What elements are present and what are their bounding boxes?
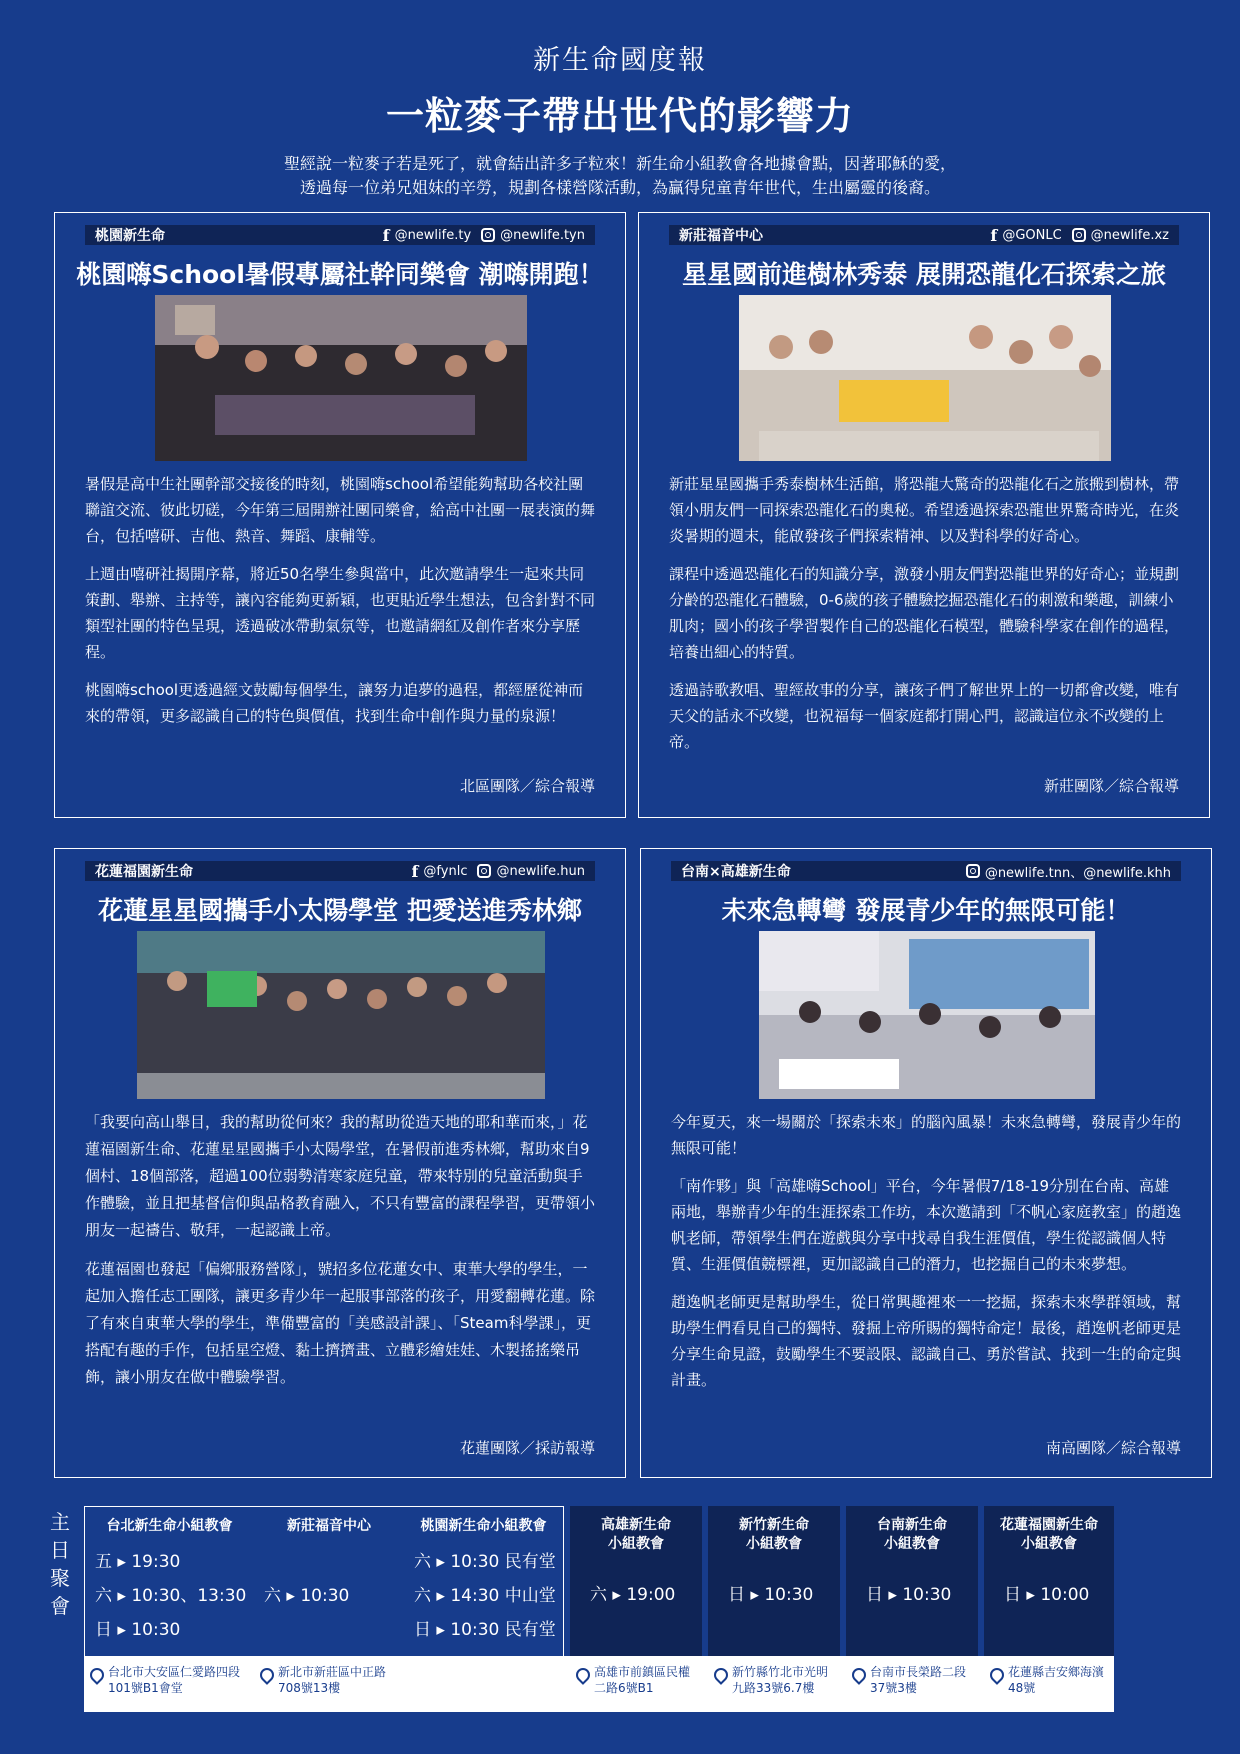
paragraph: 「南作夥」與「高雄嗨School」平台，今年暑假7/18-19分別在台南、高雄兩地，舉辦青少年的生涯探索工作坊，本次邀請到「不帆心家庭教室」的趙逸帆老師，帶領學生們在遊戲與分享中找尋自我生涯價值，學生從認識個人特質、生涯價值競標裡，更加認識自己的潛力，也挖掘自己的未來夢想。	[671, 1177, 1182, 1273]
org-tag-bar	[85, 861, 595, 881]
address-taipei: 台北市大安區仁愛路四段101號B1會堂	[90, 1664, 250, 1696]
instagram-link[interactable]: @newlife.hun	[477, 864, 585, 879]
article-photo	[739, 295, 1111, 461]
facebook-icon: f	[382, 225, 390, 245]
instagram-icon	[481, 228, 495, 242]
address-hsinchu: 新竹縣竹北市光明九路33號6.7樓	[714, 1664, 838, 1696]
article-body	[85, 1109, 595, 1403]
org-tag-bar	[671, 861, 1181, 881]
location-pin-icon	[987, 1665, 1007, 1685]
service-time: 六 ▸ 19:00	[590, 1585, 676, 1605]
article-title: 星星國前進樹林秀泰 展開恐龍化石探索之旅	[682, 260, 1166, 289]
facebook-icon: f	[990, 225, 998, 245]
service-time: 六 ▸ 10:30、13:30	[95, 1586, 247, 1606]
byline: 北區團隊／綜合報導	[459, 777, 595, 795]
paragraph: 新莊星星國攜手秀泰樹林生活館，將恐龍大驚奇的恐龍化石之旅搬到樹林，帶領小朋友們一同探索恐龍化石的奧秘。希望透過探索恐龍世界驚奇時光，在炎炎暑期的週末，能啟發孩子們探索精神、以及對科學的好奇心。	[669, 475, 1180, 545]
paragraph: 透過詩歌教唱、聖經故事的分享，讓孩子們了解世界上的一切都會改變，唯有天父的話永不改變，也祝福每一個家庭都打開心門，認識這位永不改變的上帝。	[669, 681, 1180, 751]
church-name: 台南新生命小組教會	[877, 1517, 947, 1552]
service-time: 五 ▸ 19:30	[95, 1552, 181, 1572]
church-name: 新竹新生命小組教會	[739, 1517, 809, 1552]
byline: 花蓮團隊／採訪報導	[459, 1439, 595, 1457]
facebook-link[interactable]: f @GONLC	[990, 225, 1062, 245]
paragraph: 花蓮福園也發起「偏鄉服務營隊」，號招多位花蓮女中、東華大學的學生，一起加入擔任志工團隊，讓更多青少年一起服事部落的孩子，用愛翻轉花蓮。除了有來自東華大學的學生，準備豐富的「美感設計課」、「Steam科學課」，更搭配有趣的手作，包括星空燈、黏土擠擠畫、立體彩繪娃娃、木製搖搖樂吊飾，讓小朋友在做中體驗學習。	[85, 1260, 596, 1386]
location-pin-icon	[87, 1665, 107, 1685]
location-pin-icon	[257, 1665, 277, 1685]
church-name: 桃園新生命小組教會	[420, 1518, 547, 1534]
org-name: 桃園新生命	[95, 228, 165, 244]
schedule-label: 主日聚會	[50, 1510, 70, 1618]
church-name: 新莊福音中心	[287, 1518, 371, 1534]
article-photo	[759, 931, 1095, 1099]
paragraph: 趙逸帆老師更是幫助學生，從日常興趣裡來一一挖掘，探索未來學群領域，幫助學生們看見自己的獨特、發掘上帝所賜的獨特命定！最後，趙逸帆老師更是分享生命見證，鼓勵學生不要設限、認識自己、勇於嘗試、找到一生的命定與計畫。	[671, 1293, 1182, 1389]
article-card-tainan-kaohsiung	[640, 848, 1212, 1478]
article-title: 桃園嗨School暑假專屬社幹同樂會 潮嗨開跑！	[76, 260, 604, 289]
facebook-link[interactable]: f @fynlc	[411, 861, 468, 881]
org-name: 台南×高雄新生命	[681, 864, 791, 880]
address-bar	[84, 1656, 1114, 1712]
article-title: 花蓮星星國攜手小太陽學堂 把愛送進秀林鄉	[98, 896, 582, 925]
paragraph: 課程中透過恐龍化石的知識分享，激發小朋友們對恐龍世界的好奇心；並規劃分齡的恐龍化石體驗，0-6歲的孩子體驗挖掘恐龍化石的刺激和樂趣，訓練小肌肉；國小的孩子學習製作自己的恐龍化石模型，體驗科學家在創作的過程，培養出細心的特質。	[669, 565, 1180, 661]
instagram-link[interactable]: @newlife.tnn、@newlife.khh	[966, 862, 1171, 881]
facebook-icon: f	[411, 861, 419, 881]
paragraph: 暑假是高中生社團幹部交接後的時刻，桃園嗨school希望能夠幫助各校社團聯誼交流、彼此切磋，今年第三屆開辦社團同樂會，給高中社團一展表演的舞台，包括嘻研、吉他、熱音、舞蹈、康輔等。	[85, 475, 596, 545]
paragraph: 上週由嘻研社揭開序幕，將近50名學生參與當中，此次邀請學生一起來共同策劃、舉辦、主持等，讓內容能夠更新穎，也更貼近學生想法，包含針對不同類型社團的特色呈現，透過破冰帶動氣氛等，也邀請網紅及創作者來分享歷程。	[85, 565, 596, 661]
paper-name: 新生命國度報	[533, 45, 707, 76]
church-name: 高雄新生命小組教會	[601, 1517, 671, 1552]
address-hualien: 花蓮縣吉安鄉海濱48號	[990, 1664, 1110, 1696]
article-title: 未來急轉彎 發展青少年的無限可能！	[721, 896, 1131, 925]
address-kaohsiung: 高雄市前鎮區民權二路6號B1	[576, 1664, 700, 1696]
location-pin-icon	[849, 1665, 869, 1685]
intro-line-1: 聖經說一粒麥子若是死了，就會結出許多子粒來！新生命小組教會各地據會點，因著耶穌的愛，	[283, 154, 956, 173]
service-time: 六 ▸ 10:30 民有堂	[414, 1552, 556, 1572]
instagram-icon	[477, 864, 491, 878]
paragraph: 「我要向高山舉目，我的幫助從何來？我的幫助從造天地的耶和華而來，」花蓮福園新生命、花蓮星星國攜手小太陽學堂，在暑假前進秀林鄉，幫助來自9個村、18個部落，超過100位弱勢清寒家庭兒童，帶來特別的兒童活動與手作體驗，並且把基督信仰與品格教育融入，不只有豐富的課程學習，更帶領小朋友一起禱告、敬拜，一起認識上帝。	[85, 1113, 596, 1239]
org-tag-bar	[669, 225, 1179, 245]
address-tainan: 台南市長榮路二段37號3樓	[852, 1664, 976, 1696]
instagram-icon	[1072, 228, 1086, 242]
service-time: 日 ▸ 10:30	[95, 1620, 181, 1640]
instagram-link[interactable]: @newlife.tyn	[481, 228, 585, 243]
article-body	[85, 471, 595, 741]
service-time: 日 ▸ 10:30	[728, 1585, 814, 1605]
facebook-link[interactable]: f @newlife.ty	[382, 225, 472, 245]
service-schedule	[84, 1506, 1114, 1712]
location-pin-icon	[573, 1665, 593, 1685]
service-time: 日 ▸ 10:30	[866, 1585, 952, 1605]
article-body	[671, 1109, 1181, 1405]
org-tag-bar	[85, 225, 595, 245]
church-name: 台北新生命小組教會	[106, 1518, 233, 1534]
church-name: 花蓮福園新生命小組教會	[1000, 1517, 1098, 1552]
article-photo	[137, 931, 545, 1099]
org-name: 新莊福音中心	[679, 228, 763, 244]
org-name: 花蓮福園新生命	[95, 864, 193, 880]
service-time: 日 ▸ 10:00	[1004, 1585, 1090, 1605]
article-body	[669, 471, 1179, 767]
service-time: 六 ▸ 14:30 中山堂	[414, 1586, 556, 1606]
byline: 南高團隊／綜合報導	[1045, 1439, 1181, 1457]
article-card-taoyuan	[54, 212, 626, 818]
service-time: 日 ▸ 10:30 民有堂	[414, 1620, 556, 1640]
instagram-link[interactable]: @newlife.xz	[1072, 228, 1169, 243]
paragraph: 今年夏天，來一場關於「探索未來」的腦內風暴！未來急轉彎，發展青少年的無限可能！	[671, 1113, 1182, 1157]
byline: 新莊團隊／綜合報導	[1043, 777, 1179, 795]
address-xinzhuang: 新北市新莊區中正路708號13樓	[260, 1664, 400, 1696]
instagram-icon	[966, 864, 980, 878]
page-title: 一粒麥子帶出世代的影響力	[385, 94, 854, 138]
article-photo	[155, 295, 527, 461]
article-card-xinzhuang	[638, 212, 1210, 818]
intro-line-2: 透過每一位弟兄姐妹的辛勞，規劃各樣營隊活動，為贏得兒童青年世代，生出屬靈的後裔。	[299, 178, 940, 197]
paragraph: 桃園嗨school更透過經文鼓勵每個學生，讓努力追夢的過程，都經歷從神而來的帶領，更多認識自己的特色與價值，找到生命中創作與力量的泉源！	[85, 681, 584, 725]
page-header	[0, 38, 1240, 200]
article-card-hualien	[54, 848, 626, 1478]
service-time: 六 ▸ 10:30	[264, 1586, 350, 1606]
location-pin-icon	[711, 1665, 731, 1685]
